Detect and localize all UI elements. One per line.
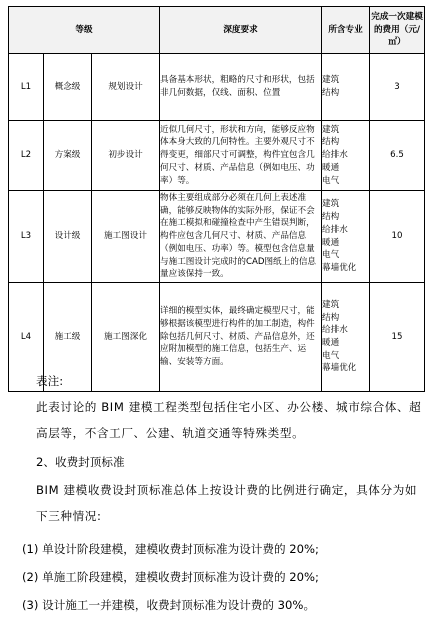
specialty-item: 建筑 [322,199,340,210]
row-specialties [322,121,370,191]
specialty-item: 建筑 [322,124,340,135]
row-level: 概念级 [44,54,92,121]
row-level: 方案级 [44,121,92,191]
row-stage: 施工图设计 [92,191,160,283]
row-stage: 规划设计 [92,54,160,121]
list-item: (2) 单施工阶段建模，建模收费封顶标准为设计费的 20%; [22,570,319,584]
section-intro: BIM 建模收费设封顶标准总体上按设计费的比例进行确定，具体分为如下三种情况: [36,483,418,523]
table-row [9,54,425,121]
bim-modeling-table [8,6,425,392]
specialty-item: 暖通 [322,162,340,173]
row-description: 详细的模型实体，最终确定模型尺寸，能够根据该模型进行构件的加工制造，构件除包括几何尺寸、材质、产品信息外，还应附加模型的施工信息，包括生产、运输、安装等方面。 [160,283,322,392]
table-header-row [9,7,425,54]
specialty-item: 建筑 [322,75,340,86]
row-description: 近似几何尺寸，形状和方向，能够反应物体本身大致的几何特性。主要外观尺寸不得变更，细部尺寸可调整，构件宜包含几何尺寸、材质、产品信息（例如电压、功率）等。 [160,121,322,191]
specialty-item: 建筑 [322,299,340,310]
row-level: 施工级 [44,283,92,392]
list-item: (3) 设计施工一并建模，收费封顶标准为设计费的 30%。 [22,598,316,612]
row-code: L2 [9,121,44,191]
header-cost: 完成一次建模的费用（元/㎡） [370,7,425,54]
specialty-item: 暖通 [322,237,340,248]
notes-text: 此表讨论的 BIM 建模工程类型包括住宅小区、办公楼、城市综合体、超高层等，不含工厂、公建、轨道交通等特殊类型。 [36,400,422,440]
row-specialties [322,191,370,283]
specialty-item: 结构 [322,212,340,223]
specialty-item: 幕墙优化 [322,262,357,273]
specialty-item: 给排水 [322,150,348,161]
table-row [9,121,425,191]
specialty-item: 结构 [322,312,340,323]
section-title: 2、收费封顶标准 [36,455,125,469]
row-code: L1 [9,54,44,121]
header-level: 等级 [9,7,160,54]
specialty-item: 电气 [322,175,340,186]
row-cost: 6.5 [370,121,425,191]
row-cost: 10 [370,191,425,283]
header-specialty: 所含专业 [322,7,370,54]
specialty-item: 给排水 [322,224,348,235]
row-code: L3 [9,191,44,283]
specialty-item: 电气 [322,350,340,361]
table-row [9,283,425,392]
row-stage: 初步设计 [92,121,160,191]
specialty-item: 结构 [322,88,340,98]
header-depth: 深度要求 [160,7,322,54]
row-cost: 15 [370,283,425,392]
list-item: (1) 单设计阶段建模，建模收费封顶标准为设计费的 20%; [22,542,319,556]
specialty-item: 电气 [322,250,340,261]
row-stage: 施工图深化 [92,283,160,392]
specialty-item: 暖通 [322,338,340,348]
row-level: 设计级 [44,191,92,283]
specialty-item: 结构 [322,137,340,148]
row-code: L4 [9,283,44,392]
notes-label: 表注: [36,374,64,388]
row-description: 物体主要组成部分必须在几何上表述准确，能够反映物体的实际外形，保证不会在施工模拟和碰撞检查中产生错误判断，构件应包含几何尺寸、材质、产品信息（例如电压、功率）等。模型包含信息量与施工图设计完成时的CAD图纸上的信息量应该保持一致。 [160,191,322,283]
row-cost: 3 [370,54,425,121]
specialty-item: 给排水 [322,325,348,336]
row-specialties [322,54,370,121]
specialty-item: 幕墙优化 [322,363,357,374]
row-specialties [322,283,370,392]
row-description: 具备基本形状，粗略的尺寸和形状，包括非几何数据，仅线、面积、位置 [160,54,322,121]
table-row [9,191,425,283]
